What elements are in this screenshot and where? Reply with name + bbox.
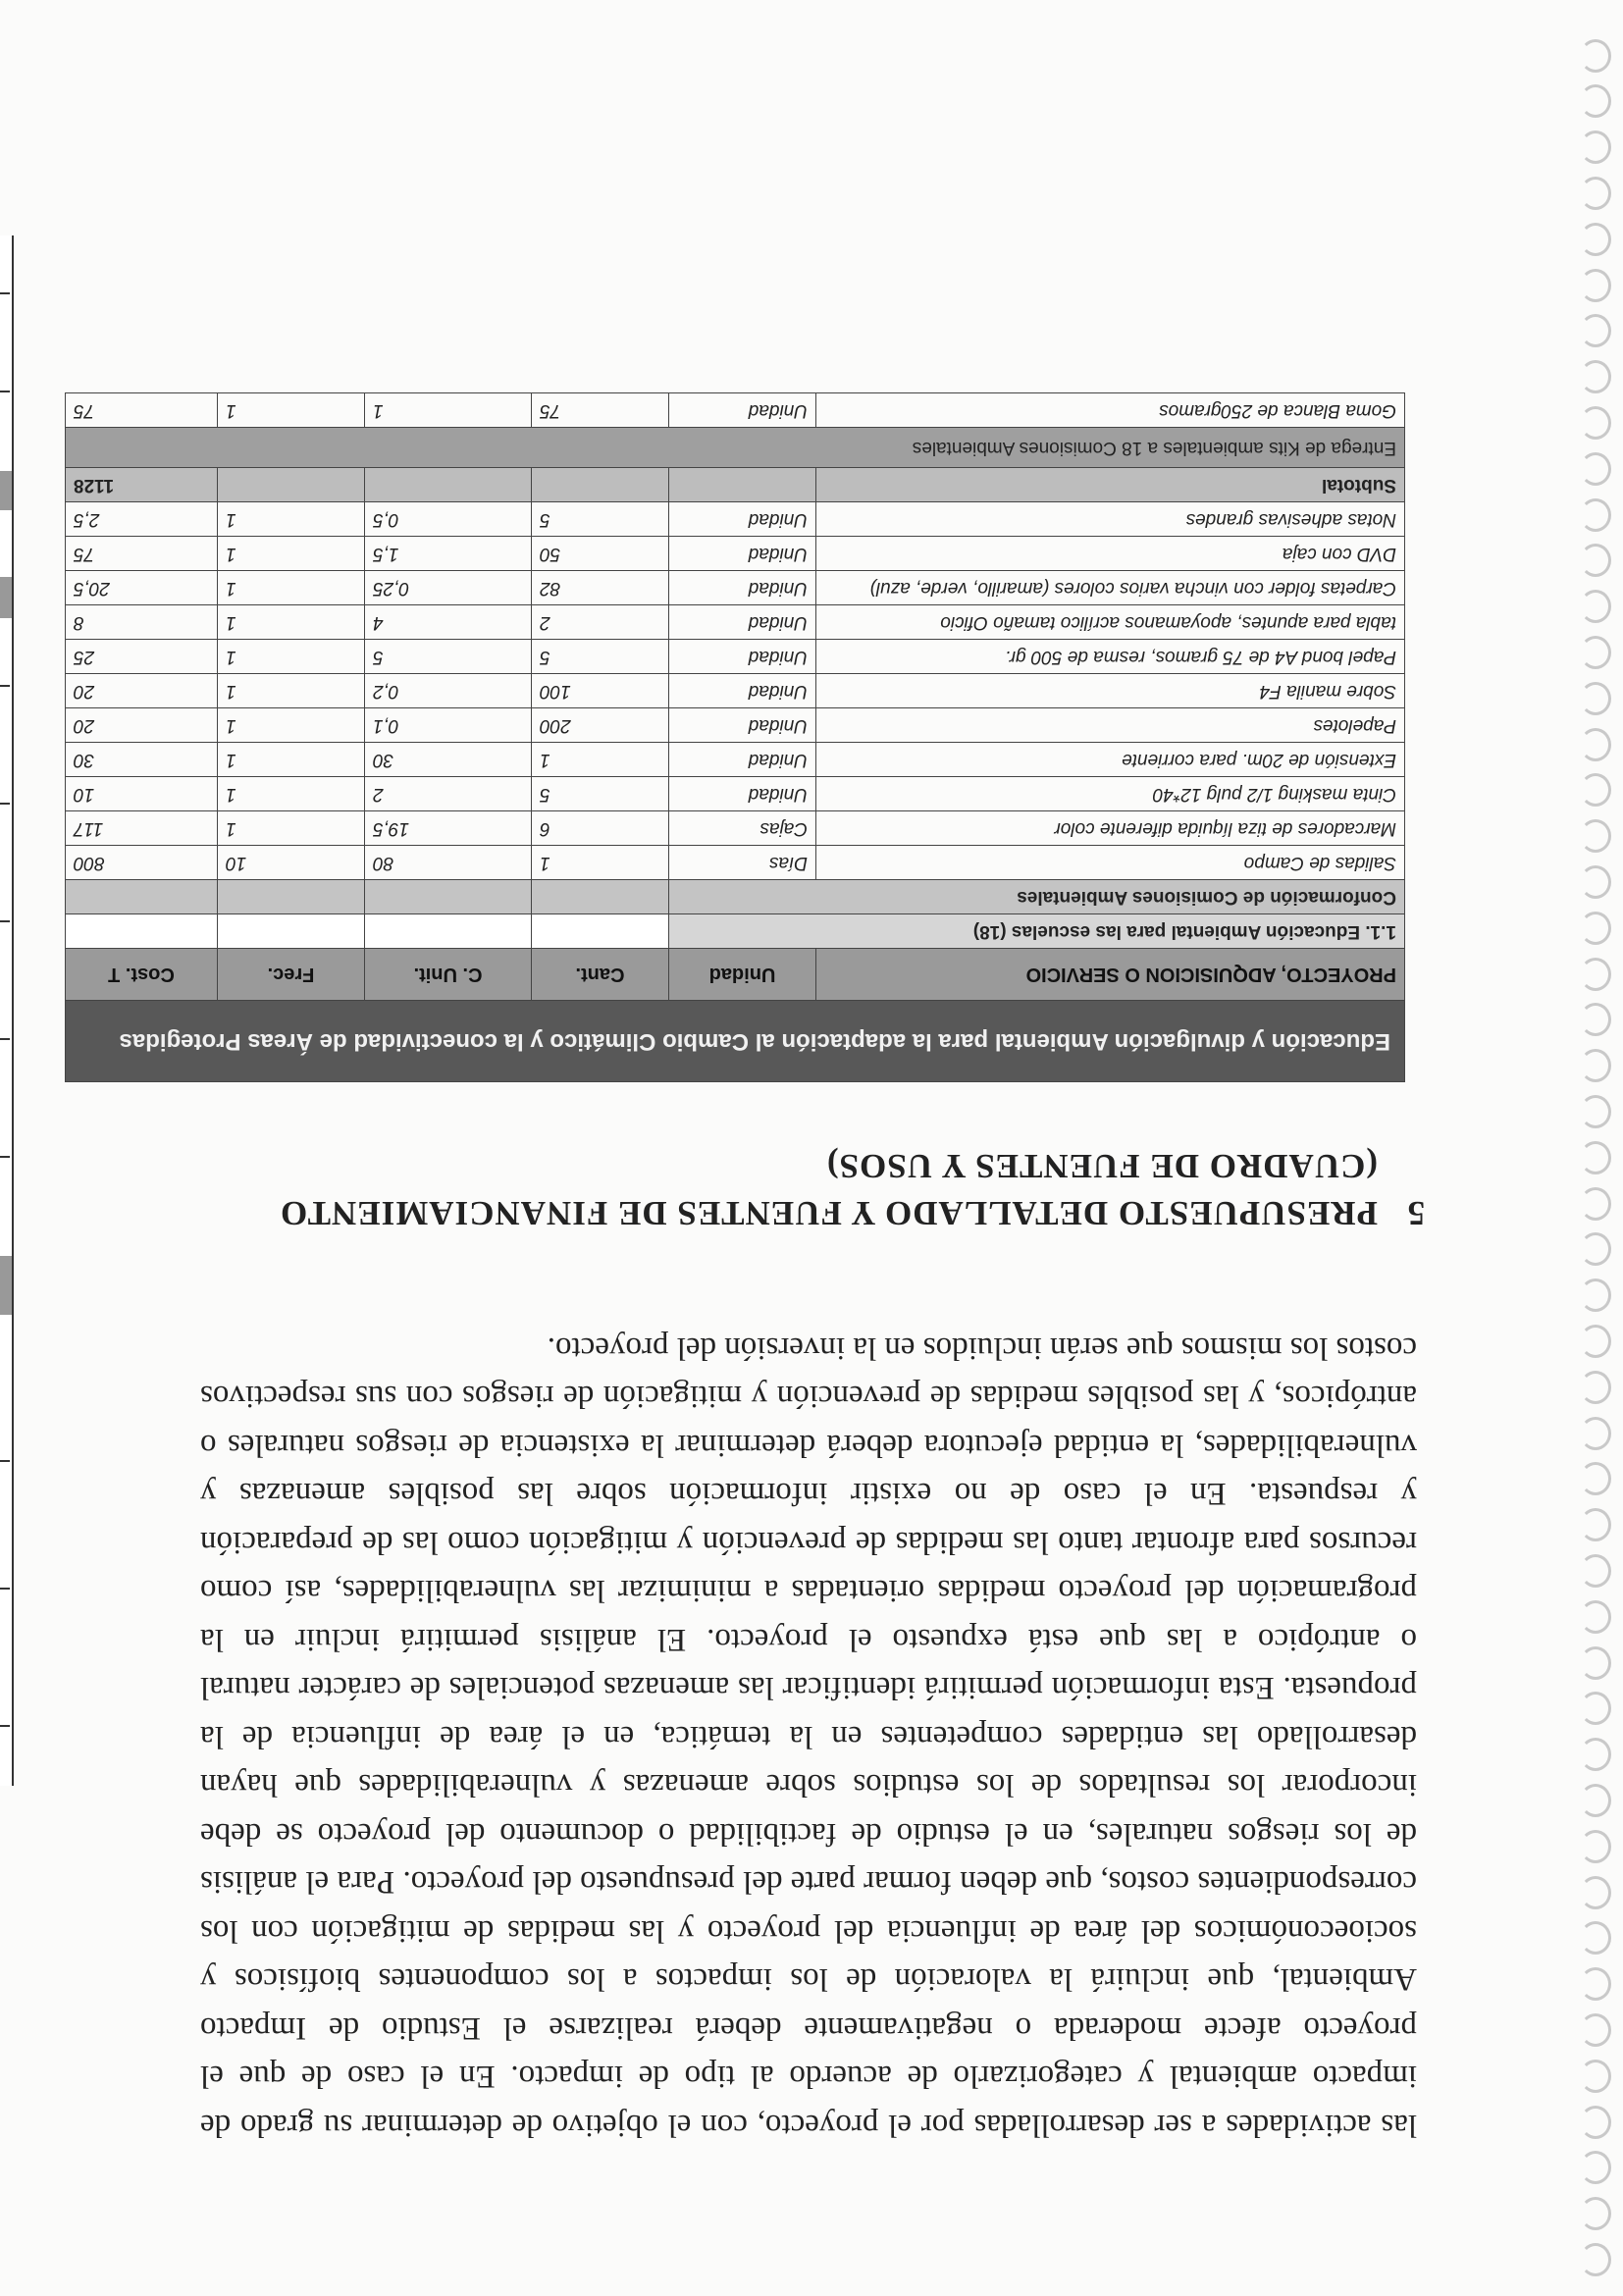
binding-ring <box>1580 1095 1611 1128</box>
cell-costt: 20 <box>65 708 217 743</box>
body-paragraph: las actividades a ser desarrolladas por el proyecto, con el objetivo de determinar su grado de impacto ambiental y categorizarlo de acuerdo al tipo de impacto. En el caso de que el proyecto afecte moderada o negativamente deberá realizarse el Estudio de Impacto Ambiental, que incluirá la valoración de los impactos a los componentes biofísicos y socioeconómicos del área de influencia del proyecto y las medidas de mitigación con los correspondientes costos, que deben formar parte del presupuesto del proyecto. Para el análisis de los riesgos naturales, en el estudio de factibilidad o documento del proyecto se debe incorporar los resultados de los estudios sobre amenazas y vulnerabilidades que hayan desarrollado las entidades competentes en la temática, en el área de influencia de la propuesta. Esta información permitirá identificar las amenazas potenciales de carácter natural o antrópico a las que está expuesto el proyecto. El análisis permitirá incluir en la programación del proyecto medidas orientadas a minimizar las vulnerabilidades, así como recursos para afrontar tanto las medidas de prevención y mitigación como las de preparación y respuesta. En el caso de no existir información sobre las posibles amenazas y vulnerabilidades, la entidad ejecutora deberá determinar la existencia de riesgos naturales o antrópicos, y las posibles medidas de prevención y mitigación de riesgos con sus respectivos costos los mismos que serán incluidos en la inversión del proyecto. <box>200 1331 1417 2143</box>
binding-ring <box>1580 1692 1611 1725</box>
binding-ring <box>1580 1784 1611 1817</box>
cell-unidad: Cajas <box>669 811 816 846</box>
cell-unidad: Unidad <box>669 674 816 708</box>
binding-ring <box>1580 39 1611 73</box>
binding-ring <box>1580 130 1611 164</box>
binding-ring <box>1580 1738 1611 1771</box>
table-title-row <box>65 1001 1404 1082</box>
header-costt: Cost. T <box>65 949 217 1001</box>
binding-ring <box>1580 2060 1611 2093</box>
cell-frec: 1 <box>218 571 365 605</box>
cell-frec: 10 <box>218 846 365 880</box>
cell-costt: 30 <box>65 743 217 777</box>
cell-unidad: Unidad <box>669 743 816 777</box>
cell-cant: 6 <box>532 811 669 846</box>
cell-cant: 1 <box>532 846 669 880</box>
table-row <box>65 674 1404 708</box>
cell-cunit: 0,2 <box>365 674 532 708</box>
cell-unidad: Unidad <box>669 537 816 571</box>
cell-cunit: 2 <box>365 777 532 811</box>
cell-cant: 5 <box>532 502 669 537</box>
section-title: PRESUPUESTO DETALLADO Y FUENTES DE FINANCIAMIENTO (CUADRO DE FUENTES Y USOS) <box>280 1147 1378 1232</box>
binding-ring <box>1580 1371 1611 1404</box>
table-row <box>65 846 1404 880</box>
table-row <box>65 743 1404 777</box>
cell-unidad: Unidad <box>669 708 816 743</box>
section-row <box>65 914 1404 949</box>
cell-cunit: 0,25 <box>365 571 532 605</box>
binding-ring <box>1580 865 1611 899</box>
table-row <box>65 393 1404 428</box>
cell-costt: 25 <box>65 640 217 674</box>
binding-ring <box>1580 728 1611 761</box>
cell-cunit: 19,5 <box>365 811 532 846</box>
cell-item: Salidas de Campo <box>816 846 1405 880</box>
binding-ring <box>1580 2151 1611 2184</box>
cell-cunit: 1,5 <box>365 537 532 571</box>
table-row <box>65 502 1404 537</box>
cell-item: Cinta masking 1/2 pulg 12*40 <box>816 777 1405 811</box>
cell-unidad: Unidad <box>669 640 816 674</box>
binding-ring <box>1580 406 1611 440</box>
cell-costt: 2,5 <box>65 502 217 537</box>
cell-costt: 75 <box>65 537 217 571</box>
cell-frec: 1 <box>218 502 365 537</box>
header-cunit: C. Unit. <box>365 949 532 1001</box>
cell-cant: 75 <box>532 393 669 428</box>
cell-item: Goma Blanca de 250gramos <box>816 393 1405 428</box>
cell-cunit: 5 <box>365 640 532 674</box>
table-row <box>65 537 1404 571</box>
cell-frec: 1 <box>218 537 365 571</box>
section-label: Conformación de Comisiones Ambientales <box>669 880 1405 914</box>
table-row <box>65 777 1404 811</box>
cell-cunit: 0,1 <box>365 708 532 743</box>
cell-unidad: Días <box>669 846 816 880</box>
subtotal-value: 1128 <box>65 468 217 502</box>
cell-cant: 100 <box>532 674 669 708</box>
binding-ring <box>1580 1554 1611 1588</box>
table-row <box>65 640 1404 674</box>
adjacent-page-edge <box>0 235 14 1786</box>
binding-ring <box>1580 1508 1611 1541</box>
binding-ring <box>1580 1462 1611 1495</box>
binding-ring <box>1580 1921 1611 1955</box>
binding-ring <box>1580 682 1611 715</box>
binding-ring <box>1580 2106 1611 2139</box>
binding-ring <box>1580 590 1611 623</box>
binding-ring <box>1580 1876 1611 1909</box>
cell-frec: 1 <box>218 777 365 811</box>
cell-item: tabla para apuntes, apoyamanos acrílico tamaño Oficio <box>816 605 1405 640</box>
header-unidad: Unidad <box>669 949 816 1001</box>
cell-unidad: Unidad <box>669 605 816 640</box>
binding-ring <box>1580 958 1611 991</box>
binding-ring <box>1580 544 1611 577</box>
binding-ring <box>1580 819 1611 853</box>
cell-frec: 1 <box>218 811 365 846</box>
spiral-binding <box>1572 20 1615 2276</box>
binding-ring <box>1580 636 1611 669</box>
binding-ring <box>1580 498 1611 532</box>
table-header-row <box>65 949 1404 1001</box>
cell-item: Notas adhesivas grandes <box>816 502 1405 537</box>
cell-item: DVD con caja <box>816 537 1405 571</box>
cell-item: Sobre manila F4 <box>816 674 1405 708</box>
cell-cunit: 30 <box>365 743 532 777</box>
binding-ring <box>1580 177 1611 210</box>
table-row <box>65 811 1404 846</box>
binding-ring <box>1580 452 1611 486</box>
binding-ring <box>1580 1049 1611 1082</box>
table-row <box>65 605 1404 640</box>
table-title: Educación y divulgación Ambiental para la adaptación al Cambio Climático y la conectividad de Áreas Protegidas <box>65 1001 1404 1082</box>
binding-ring <box>1580 360 1611 393</box>
binding-ring <box>1580 1325 1611 1358</box>
table-row <box>65 708 1404 743</box>
header-frec: Frec. <box>218 949 365 1001</box>
cell-item: Papelotes <box>816 708 1405 743</box>
cell-cant: 200 <box>532 708 669 743</box>
subtotal-row <box>65 468 1404 502</box>
binding-ring <box>1580 314 1611 347</box>
cell-frec: 1 <box>218 640 365 674</box>
budget-table <box>65 392 1405 1082</box>
binding-ring <box>1580 773 1611 807</box>
binding-ring <box>1580 1967 1611 2001</box>
binding-ring <box>1580 1830 1611 1863</box>
binding-ring <box>1580 1278 1611 1312</box>
cell-cant: 1 <box>532 743 669 777</box>
cell-costt: 20 <box>65 674 217 708</box>
cell-unidad: Unidad <box>669 777 816 811</box>
cell-cant: 50 <box>532 537 669 571</box>
cell-cant: 5 <box>532 777 669 811</box>
binding-ring <box>1580 1417 1611 1450</box>
cell-frec: 1 <box>218 743 365 777</box>
binding-ring <box>1580 269 1611 302</box>
cell-item: Extensión de 20m. para corriente <box>816 743 1405 777</box>
binding-ring <box>1580 1003 1611 1036</box>
section-number: 5 <box>1406 1194 1425 1232</box>
cell-costt: 20,5 <box>65 571 217 605</box>
cell-item: Marcadores de tiza líquida diferente color <box>816 811 1405 846</box>
cell-costt: 75 <box>65 393 217 428</box>
cell-unidad: Unidad <box>669 571 816 605</box>
section-heading <box>200 1142 1425 1236</box>
binding-ring <box>1580 2243 1611 2276</box>
binding-ring <box>1580 223 1611 256</box>
binding-ring <box>1580 912 1611 945</box>
cell-costt: 800 <box>65 846 217 880</box>
cell-cant: 5 <box>532 640 669 674</box>
header-cant: Cant. <box>532 949 669 1001</box>
section-row <box>65 880 1404 914</box>
binding-ring <box>1580 1600 1611 1634</box>
group-label: Entrega de Kits ambientales a 18 Comisiones Ambientales <box>65 428 1404 468</box>
binding-ring <box>1580 1141 1611 1174</box>
cell-unidad: Unidad <box>669 393 816 428</box>
cell-item: Carpetas folder con vincha varios colores (amarillo, verde, azul) <box>816 571 1405 605</box>
binding-ring <box>1580 2197 1611 2230</box>
cell-cunit: 0,5 <box>365 502 532 537</box>
binding-ring <box>1580 1646 1611 1680</box>
cell-unidad: Unidad <box>669 502 816 537</box>
cell-costt: 10 <box>65 777 217 811</box>
cell-costt: 117 <box>65 811 217 846</box>
cell-frec: 1 <box>218 708 365 743</box>
section-label: 1.1. Educación Ambiental para las escuelas (18) <box>669 914 1405 949</box>
binding-ring <box>1580 1187 1611 1221</box>
cell-cant: 82 <box>532 571 669 605</box>
table-row <box>65 571 1404 605</box>
binding-ring <box>1580 84 1611 118</box>
cell-cunit: 4 <box>365 605 532 640</box>
binding-ring <box>1580 2013 1611 2047</box>
binding-ring <box>1580 1232 1611 1266</box>
cell-frec: 1 <box>218 393 365 428</box>
cell-costt: 8 <box>65 605 217 640</box>
cell-cunit: 80 <box>365 846 532 880</box>
cell-frec: 1 <box>218 605 365 640</box>
cell-item: Papel bond A4 de 75 gramos, resma de 500 gr. <box>816 640 1405 674</box>
cell-cant: 2 <box>532 605 669 640</box>
cell-frec: 1 <box>218 674 365 708</box>
header-item: PROYECTO, ADQUISICION O SERVICIO <box>816 949 1405 1001</box>
group-row <box>65 428 1404 468</box>
cell-cunit: 1 <box>365 393 532 428</box>
subtotal-label: Subtotal <box>816 468 1405 502</box>
